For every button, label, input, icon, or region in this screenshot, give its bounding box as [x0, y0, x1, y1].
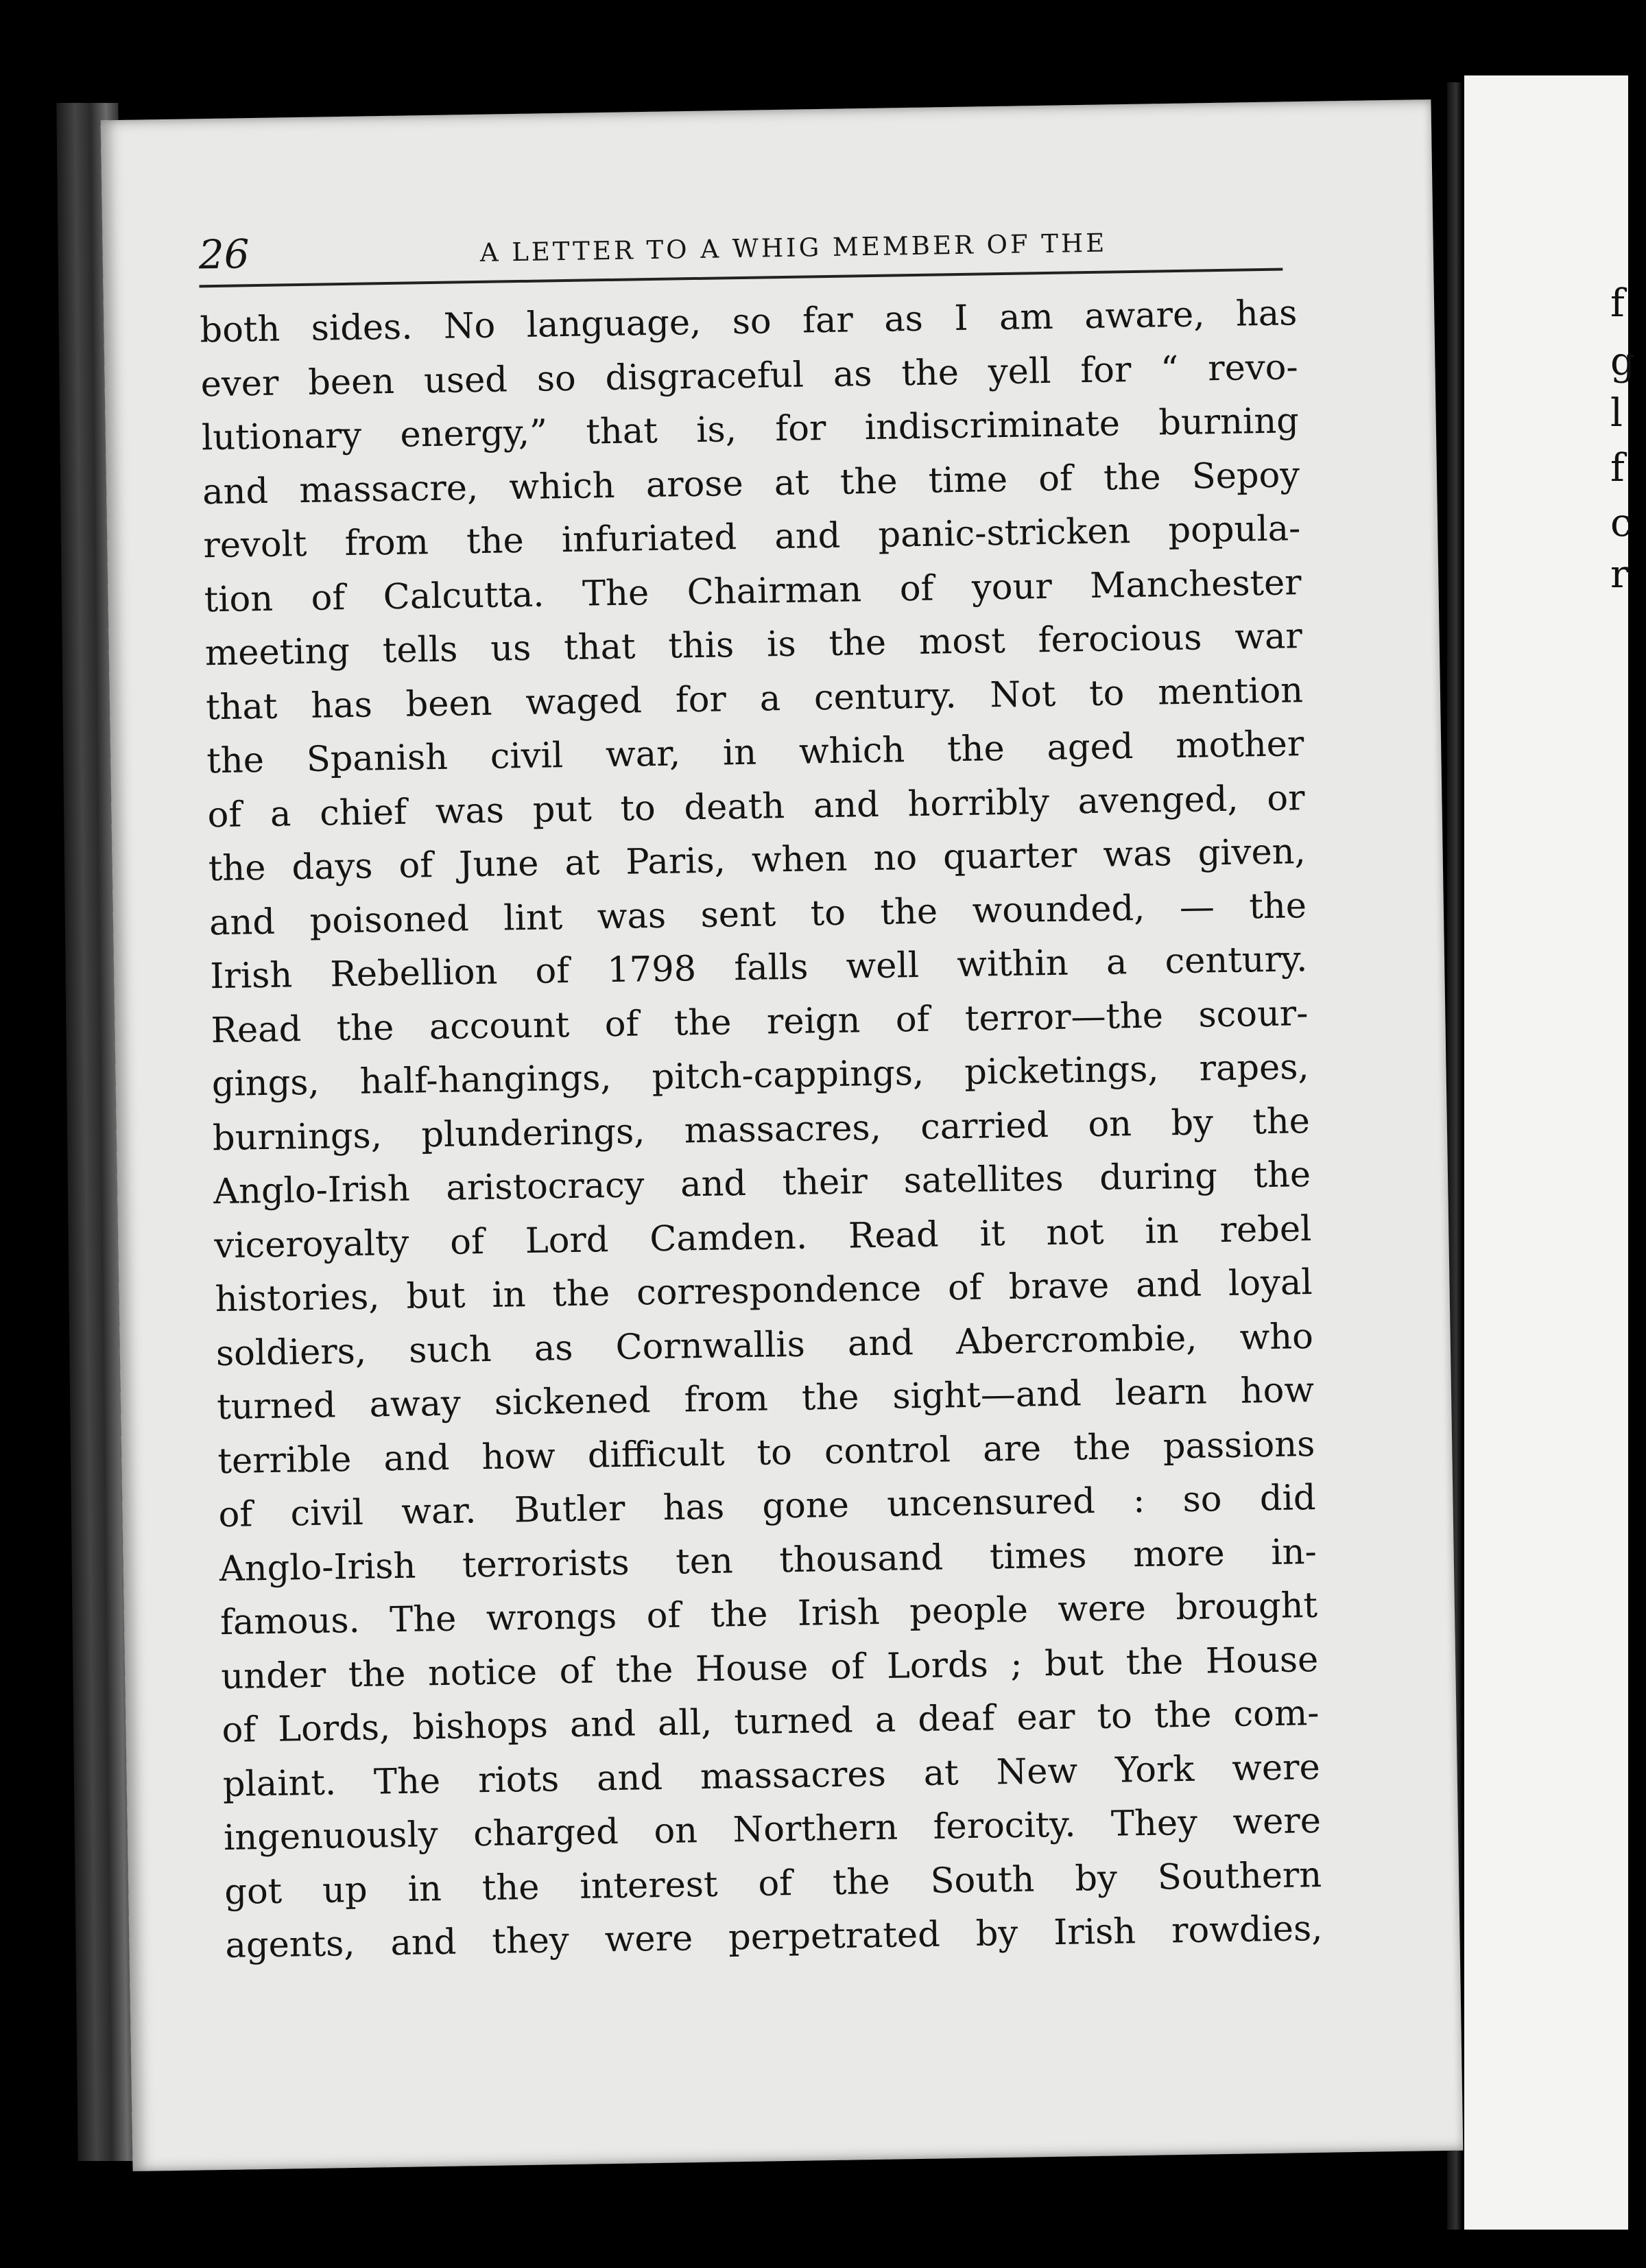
text-line: under the notice of the House of Lords ; but the House [220, 1639, 1319, 1697]
facing-page-fragment: c [1610, 501, 1632, 545]
text-line: and massacre, which arose at the time of the Sepoy [202, 454, 1300, 512]
running-head: A LETTER TO A WHIG MEMBER OF THE [479, 228, 1108, 268]
facing-page-fragment: r [1610, 552, 1629, 597]
page-number: 26 [198, 231, 250, 279]
text-line: Irish Rebellion of 1798 falls well within a century. [209, 939, 1308, 997]
text-line: ingenuously charged on Northern ferocity. They were [223, 1800, 1322, 1859]
text-line: famous. The wrongs of the Irish people were brought [219, 1585, 1318, 1644]
text-line: got up in the interest of the South by Southern [224, 1854, 1322, 1913]
text-line: and poisoned lint was sent to the wounded, — the [208, 885, 1307, 943]
text-line: Anglo-Irish terrorists ten thousand times more in- [219, 1531, 1317, 1590]
text-line: plaint. The riots and massacres at New York were [222, 1747, 1321, 1805]
text-line: both sides. No language, so far as I am aware, has [200, 293, 1298, 351]
text-line: gings, half-hangings, pitch-cappings, picketings, rapes, [211, 1047, 1310, 1105]
text-line: turned away sickened from the sight—and learn how [216, 1370, 1315, 1428]
text-line: viceroyalty of Lord Camden. Read it not in rebel [214, 1208, 1312, 1266]
facing-page-fragment: l [1610, 391, 1623, 436]
text-line: histories, but in the correspondence of brave and loyal [215, 1262, 1313, 1321]
text-line: agents, and they were perpetrated by Irish rowdies, [225, 1908, 1323, 1967]
body-text [200, 287, 1323, 1973]
text-line: of civil war. Butler has gone uncensured : so did [218, 1477, 1316, 1536]
facing-page-fragment: f [1610, 281, 1625, 326]
text-line: lutionary energy,” that is, for indiscriminate burning [201, 401, 1300, 459]
facing-page-fragment: f [1610, 446, 1625, 491]
text-line: revolt from the infuriated and panic-stricken popula- [203, 508, 1301, 567]
text-line: the days of June at Paris, when no quarter was given, [208, 831, 1307, 890]
text-line: the Spanish civil war, in which the aged mother [206, 724, 1304, 782]
text-line: of a chief was put to death and horribly avenged, or [207, 777, 1305, 836]
text-line: Anglo-Irish aristocracy and their satellites during the [213, 1155, 1311, 1213]
text-line: of Lords, bishops and all, turned a deaf ear to the com- [222, 1692, 1320, 1751]
text-line: ever been used so disgraceful as the yell for “ revo- [200, 346, 1299, 405]
facing-page-fragment: g [1610, 340, 1635, 384]
text-line: terrible and how difficult to control are the passions [217, 1424, 1315, 1482]
text-line: meeting tells us that this is the most ferocious war [204, 616, 1303, 674]
text-line: Read the account of the reign of terror—the scour- [211, 993, 1309, 1051]
text-line: tion of Calcutta. The Chairman of your Manchester [204, 562, 1302, 620]
text-line: soldiers, such as Cornwallis and Abercrombie, who [215, 1316, 1314, 1374]
text-line: burnings, plunderings, massacres, carried on by the [212, 1100, 1311, 1159]
text-line: that has been waged for a century. Not to mention [205, 670, 1304, 728]
